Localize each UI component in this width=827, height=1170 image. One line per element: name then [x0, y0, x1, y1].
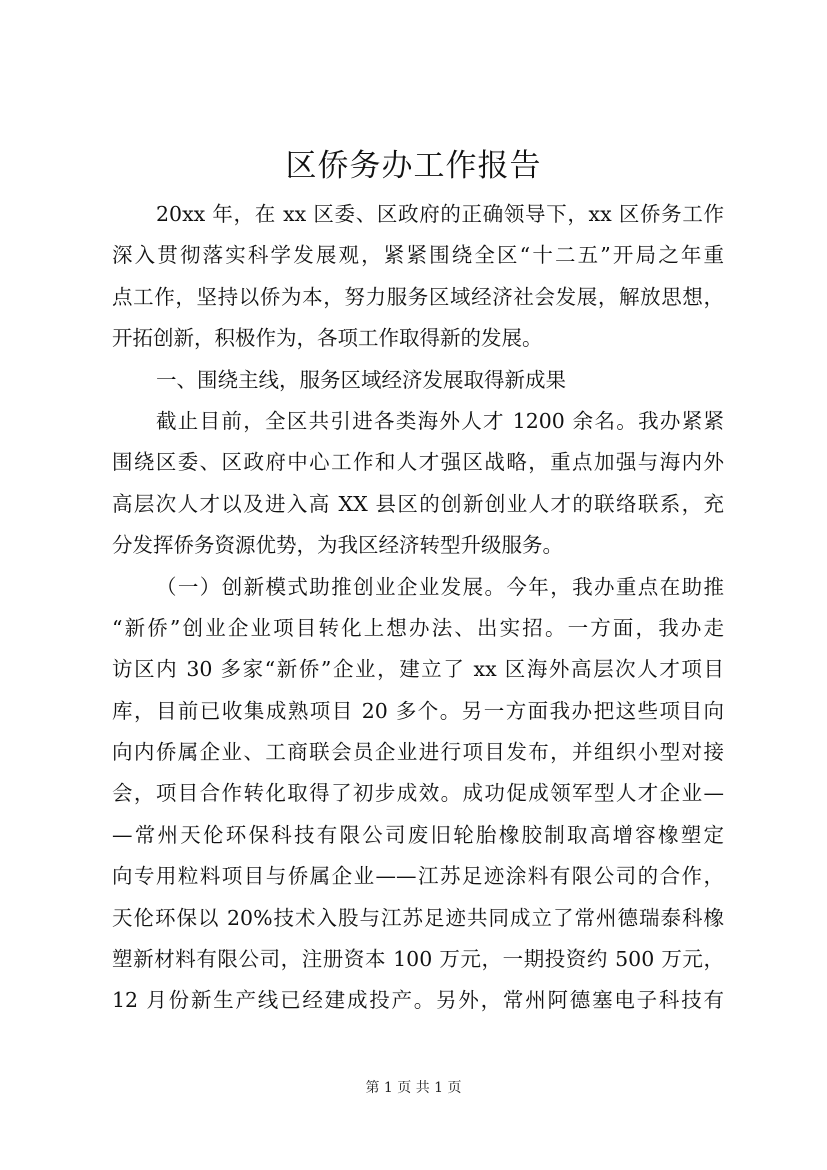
text-line: 会，项目合作转化取得了初步成效。成功促成领军型人才企业— — [112, 781, 724, 806]
text-line: 库，目前已收集成熟项目 20 多个。另一方面我办把这些项目向 — [112, 698, 724, 723]
text-line: 天伦环保以 20%技术入股与江苏足迹共同成立了常州德瑞泰科橡 — [112, 905, 724, 930]
text-line: 截止目前，全区共引进各类海外人才 1200 余名。我办紧紧 — [156, 408, 724, 433]
text-line: 访区内 30 多家“新侨”企业，建立了 xx 区海外高层次人才项目 — [112, 657, 724, 682]
text-line: 开拓创新，积极作为，各项工作取得新的发展。 — [112, 326, 543, 351]
text-line: “新侨”创业企业项目转化上想办法、出实招。一方面，我办走 — [112, 615, 724, 640]
page-footer: 第 1 页 共 1 页 — [365, 1080, 462, 1096]
document-title: 区侨务办工作报告 — [285, 148, 542, 184]
document-body — [112, 194, 724, 1022]
text-line: 深入贯彻落实科学发展观，紧紧围绕全区“十二五”开局之年重 — [112, 243, 724, 268]
text-line: —常州天伦环保科技有限公司废旧轮胎橡胶制取高增容橡塑定 — [112, 822, 724, 847]
text-line: 塑新材料有限公司，注册资本 100 万元，一期投资约 500 万元， — [112, 947, 724, 972]
text-line: 围绕区委、区政府中心工作和人才强区战略，重点加强与海内外 — [112, 450, 724, 475]
text-line: 向专用粒料项目与侨属企业——江苏足迹涂料有限公司的合作， — [112, 864, 724, 889]
text-line: 点工作，坚持以侨为本，努力服务区域经济社会发展，解放思想， — [112, 284, 724, 309]
text-line: 分发挥侨务资源优势，为我区经济转型升级服务。 — [112, 533, 563, 558]
text-line: 12 月份新生产线已经建成投产。另外，常州阿德塞电子科技有 — [112, 988, 724, 1013]
text-line: 高层次人才以及进入高 XX 县区的创新创业人才的联络联系，充 — [112, 491, 724, 516]
text-line: 20xx 年，在 xx 区委、区政府的正确领导下，xx 区侨务工作 — [156, 202, 724, 226]
text-line: 向内侨属企业、工商联会员企业进行项目发布，并组织小型对接 — [112, 740, 724, 765]
section-heading: 一、围绕主线，服务区域经济发展取得新成果 — [156, 367, 566, 392]
subsection-heading-line: （一）创新模式助推创业企业发展。今年，我办重点在助推 — [156, 574, 724, 599]
